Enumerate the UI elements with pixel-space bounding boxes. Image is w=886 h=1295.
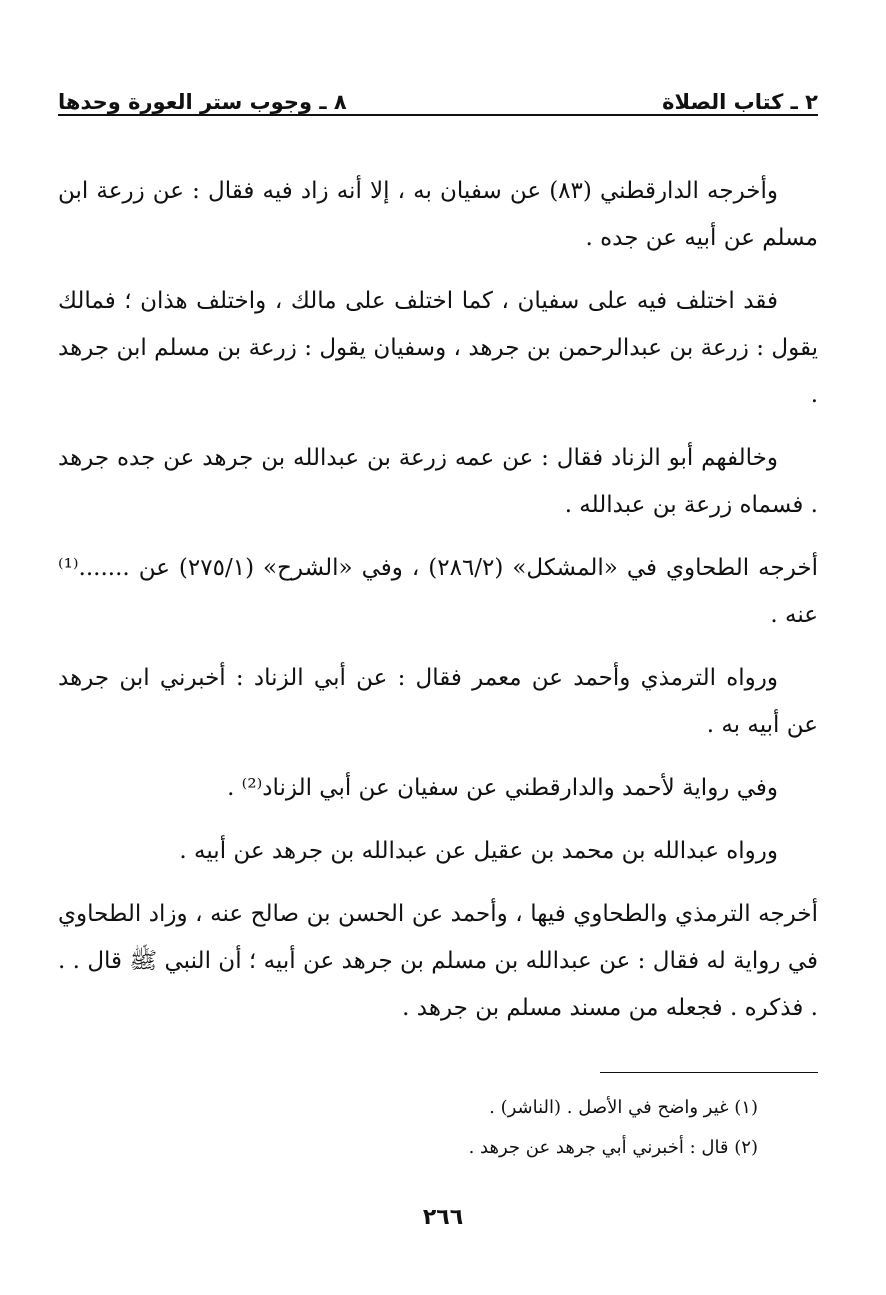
- paragraph: وأخرجه الدارقطني (٨٣) عن سفيان به ، إلا أنه زاد فيه فقال : عن زرعة ابن مسلم عن أبيه عن جده .: [58, 178, 818, 251]
- paragraph: وفي رواية لأحمد والدارقطني عن سفيان عن أبي الزناد⁽²⁾ .: [227, 775, 778, 801]
- page-number: ٢٦٦: [422, 1205, 464, 1230]
- paragraph: ورواه الترمذي وأحمد عن معمر فقال : عن أبي الزناد : أخبرني ابن جرهد عن أبيه به .: [58, 665, 818, 738]
- paragraph: فقد اختلف فيه على سفيان ، كما اختلف على مالك ، واختلف هذان ؛ فمالك يقول : زرعة بن عبدالرحمن بن جرهد ، وسفيان يقول : زرعة بن مسلم ابن جرهد .: [58, 288, 818, 408]
- paragraph: ورواه عبدالله بن محمد بن عقيل عن عبدالله بن جرهد عن أبيه .: [179, 838, 778, 864]
- paragraph: أخرجه الترمذي والطحاوي فيها ، وأحمد عن الحسن بن صالح عنه ، وزاد الطحاوي في رواية له فقال : عن عبدالله بن مسلم بن جرهد عن أبيه ؛ أن النبي ﷺ قال . . . فذكره . فجعله من مسند مسلم بن جرهد .: [58, 901, 818, 1021]
- running-header: [58, 78, 818, 114]
- paragraph: وخالفهم أبو الزناد فقال : عن عمه زرعة بن عبدالله بن جرهد عن جده جرهد . فسماه زرعة بن عبدالله .: [58, 445, 818, 518]
- header-rule: [58, 114, 818, 116]
- paragraph: أخرجه الطحاوي في «المشكل» (٢٨٦/٢) ، وفي «الشرح» (٢٧٥/١) عن .......⁽¹⁾ عنه .: [58, 555, 819, 628]
- header-chapter: ٢ ـ كتاب الصلاة: [662, 90, 818, 114]
- footnotes: [58, 1088, 758, 1168]
- body-text: [58, 168, 818, 1048]
- header-section: ٨ ـ وجوب ستر العورة وحدها: [58, 90, 347, 114]
- footnote: (٢) قال : أخبرني أبي جرهد عن جرهد .: [468, 1137, 758, 1158]
- footnote-rule: [600, 1072, 818, 1073]
- footnote: (١) غير واضح في الأصل . (الناشر) .: [489, 1097, 758, 1118]
